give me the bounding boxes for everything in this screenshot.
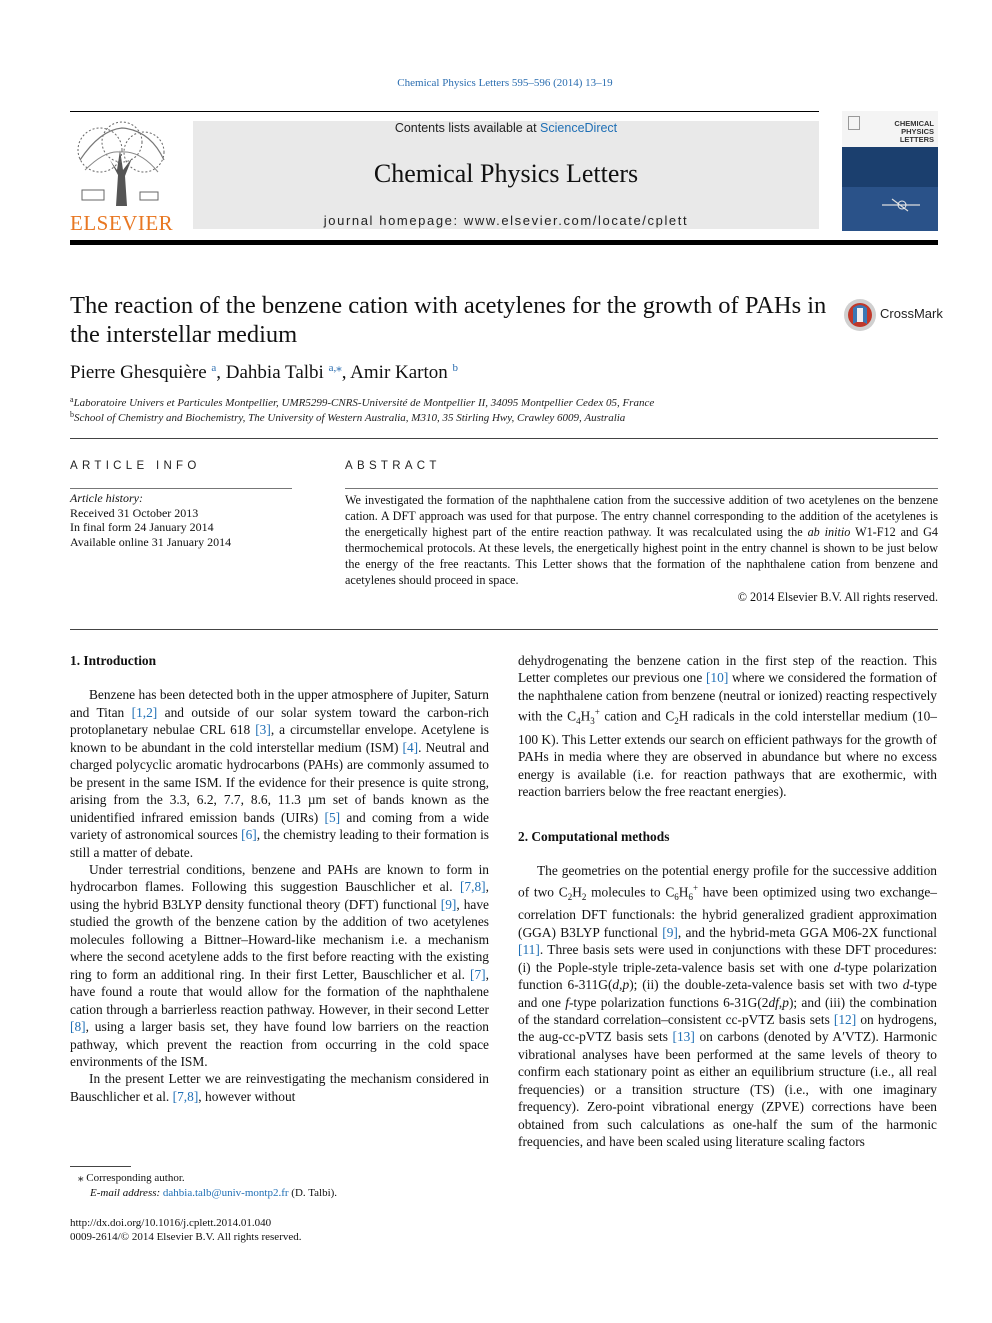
cover-header: [842, 111, 938, 147]
author-affiliation-mark[interactable]: a,⁎: [328, 362, 342, 374]
contents-prefix: Contents lists available at: [394, 121, 541, 135]
issn-copyright: 0009-2614/© 2014 Elsevier B.V. All rights reserved.: [70, 1231, 302, 1243]
cover-title-line: CHEMICAL: [894, 119, 934, 128]
affiliation-text: Laboratoire Univers et Particules Montpellier, UMR5299-CNRS-Université de Montpellier II, 34095 Montpellier Cedex 05, France: [73, 397, 655, 409]
reference-link[interactable]: [9]: [662, 924, 678, 940]
reference-link[interactable]: [6]: [241, 827, 257, 843]
abstract-italic: ab initio: [807, 525, 851, 540]
journal-title: Chemical Physics Letters: [373, 159, 639, 188]
email-link[interactable]: dahbia.talb@univ-montp2.fr: [162, 1187, 289, 1199]
reference-link[interactable]: [4]: [402, 739, 419, 755]
footnote-rule: [70, 1166, 131, 1167]
crossmark-label: CrossMark: [880, 306, 943, 321]
affiliation-label: a: [70, 395, 74, 404]
reference-link[interactable]: [13]: [672, 1029, 695, 1045]
body-right-column: [518, 652, 937, 1151]
article-history: [70, 491, 231, 549]
reference-link[interactable]: [7]: [470, 966, 486, 982]
email-label: E-mail address:: [90, 1187, 161, 1199]
elsevier-tree-icon: [70, 120, 172, 208]
reference-link[interactable]: [11]: [518, 942, 540, 958]
methods-paragraph: The geometries on the potential energy profile for the successive addition of two $C_2H_2$ molecules to $C_6H_6^+$ have been optimized using two exchange–correlation DFT functionals: the hybrid generalized gradient approximation (GGA) B3LYP functional [9], and the hybrid-meta GGA M06-2X functional [11]. Three basis sets were used in conjunctions with these DFT procedures: (i) the Pople-style triple-zeta-valence basis set with one d-type polarization function 6-311G(d,p); (ii) the double-zeta-valence basis set with two d-type and one f-type polarization functions 6-31G(2df,p); and (iii) the combination of the standard correlation–consistent cc-pVTZ basis sets [12] on hydrogens, the aug-cc-pVTZ basis sets [13] on carbons (denoted by A′VTZ). Harmonic vibrational analyses have been performed at the same levels of theory to confirm each stationary point as either an equilibrium structure (i.e., all real frequencies) or a transition structure (TS) (i.e., with one imaginary frequency). Zero-point vibrational energy (ZPVE) corrections have been obtained from such calculations as one-half the sum of the harmonic frequencies, and have been scaled using literature scaling factors: [518, 863, 937, 1150]
doi-link[interactable]: http://dx.doi.org/10.1016/j.cplett.2014.01.040: [70, 1217, 272, 1229]
header-rule-thin: [70, 111, 819, 112]
article-info-rule: [70, 488, 292, 489]
reference-link[interactable]: [8]: [70, 1019, 86, 1035]
abstract-part: We investigated the formation of the naphthalene cation from the successive addition of two acetylenes on the benzene cation. A DFT approach was used for that purpose. The entry channel corresponding to the addition of the acetylenes is the energetically highest part of the entire reaction pathway. It was recalculated using the: [345, 493, 938, 540]
crossmark-icon: [843, 298, 877, 332]
affiliation-rule: [70, 438, 938, 439]
corresponding-author-label: Corresponding author.: [86, 1172, 185, 1184]
section-heading-introduction: 1. Introduction: [70, 653, 157, 668]
author-name[interactable]: Pierre Ghesquière: [70, 362, 207, 383]
history-label: Article history:: [70, 491, 143, 505]
intro-paragraph: dehydrogenating the benzene cation in the first step of the reaction. This Letter completes our previous one [10] where we considered the formation of the naphthalene cation from benzene (neutral or ionized) reacting respectively with the $C_4H_3^+$ cation and $C_2H$ radicals in the cold interstellar medium (10–100 K). This Letter extends our search on efficient pathways for the growth of PAHs in media where they are observed in abundance but where no excess energy is available (i.e. for reaction pathways that are exothermic, with reaction barriers below the free reactant energies).: [518, 653, 938, 800]
history-received: Received 31 October 2013: [70, 505, 199, 520]
abstract-text: [345, 492, 938, 605]
contents-line: [193, 121, 819, 135]
email-suffix: (D. Talbi).: [291, 1187, 338, 1199]
reference-link[interactable]: [7,8]: [172, 1088, 199, 1104]
cover-title: [872, 120, 934, 144]
journal-homepage[interactable]: journal homepage: www.elsevier.com/locate/cplett: [323, 213, 689, 228]
email-note: [90, 1187, 337, 1199]
affiliation-text: School of Chemistry and Biochemistry, The University of Western Australia, M310, 35 Stirling Hwy, Crawley 6009, Australia: [74, 412, 626, 424]
journal-citation[interactable]: Chemical Physics Letters 595–596 (2014) 13–19: [397, 77, 613, 89]
abstract-rule: [345, 488, 938, 489]
reference-link[interactable]: [12]: [833, 1011, 857, 1027]
affiliation: [70, 395, 654, 409]
reference-link[interactable]: [5]: [324, 809, 341, 825]
affiliation-label: b: [70, 410, 74, 419]
sciencedirect-link[interactable]: ScienceDirect: [540, 121, 618, 135]
publisher-wordmark: ELSEVIER: [70, 211, 174, 235]
cover-title-line: LETTERS: [899, 135, 934, 144]
author-name[interactable]: Dahbia Talbi: [225, 362, 324, 383]
intro-paragraph: Benzene has been detected both in the upper atmosphere of Jupiter, Saturn and Titan [1,2] and outside of our solar system toward the carbon-rich protoplanetary nebulae CRL 618 [3], a circumstellar envelope. Acetylene is known to be abundant in the cold interstellar medium (ISM) [4]. Neutral and charged polycyclic aromatic hydrocarbons (PAHs) are commonly assumed to be present in the same ISM. If the evidence for their presence is quite strong, arising from the 3.3, 6.2, 7.7, 8.6, 11.3 µm set of bands known as the unidentified infrared emission bands (UIRs) [5] and coming from a wide variety of astronomical sources [6], the chemistry leading to their formation is still a matter of debate.: [70, 687, 489, 860]
elsevier-logo[interactable]: [70, 120, 174, 235]
author-name[interactable]: Amir Karton: [350, 362, 448, 383]
reference-link[interactable]: [3]: [255, 722, 271, 738]
reference-link[interactable]: [7,8]: [459, 879, 486, 895]
reference-link[interactable]: [1,2]: [131, 704, 158, 720]
cover-title-line: PHYSICS: [901, 127, 934, 136]
history-final-form: In final form 24 January 2014: [70, 520, 214, 535]
history-online: Available online 31 January 2014: [70, 534, 232, 549]
header-rule-thick: [70, 240, 938, 245]
crossmark-badge[interactable]: [843, 298, 943, 334]
cover-graphic-icon: [842, 147, 938, 231]
affiliation: [70, 410, 625, 424]
corresponding-author-note: ⁎ Corresponding author.: [78, 1172, 185, 1184]
abstract-bottom-rule: [70, 629, 938, 630]
intro-paragraph: In the present Letter we are reinvestigating the mechanism considered in Bauschlicher et al. [7,8], however without: [70, 1071, 489, 1104]
cover-logo-icon: [848, 116, 860, 130]
author-affiliation-mark[interactable]: a: [211, 362, 217, 374]
reference-link[interactable]: [10]: [705, 670, 729, 686]
abstract-heading: ABSTRACT: [345, 460, 441, 472]
reference-link[interactable]: [9]: [440, 896, 457, 912]
article-title: The reaction of the benzene cation with acetylenes for the growth of PAHs in the interstellar medium: [70, 292, 827, 348]
author-list: Pierre Ghesquière $^a$, Dahbia Talbi $^{a,⁎}$, Amir Karton $^b$: [70, 362, 459, 383]
article-info-heading: ARTICLE INFO: [70, 460, 201, 472]
journal-banner: [193, 121, 819, 229]
abstract-part: W1-F12 and G4 thermochemical protocols. At these levels, the energetically highest point in the entry channel is shown to be just below the energy of the free reactants. This Letter shows that the formation of the naphthalene cation from benzene and acetylenes should proceed in space.: [345, 525, 938, 588]
section-heading-methods: 2. Computational methods: [518, 828, 670, 844]
author-affiliation-mark[interactable]: b: [452, 362, 459, 374]
intro-paragraph: Under terrestrial conditions, benzene and PAHs are known to form in hydrocarbon flames. Following this suggestion Bauschlicher et al. [7,8], using the hybrid B3LYP density functional theory (DFT) functional [9], have studied the growth of the benzene cation by the addition of two acetylenes molecules following a Bittner–Howard-like mechanism i.e. a mechanism where the second acetylene adds to the first before reacting with the existing ring to form an additional ring. In their first Letter, Bauschlicher et al. [7], have found a route that would allow for the formation of the naphthalene cation through a barrierless reaction pathway. However, in their second Letter [8], using a larger basis set, they have found low barriers on the reaction pathway, which prevent the reaction from occurring in the cold space environments of the ISM.: [70, 861, 489, 1069]
abstract-copyright: © 2014 Elsevier B.V. All rights reserved.: [737, 589, 938, 604]
body-left-column: [70, 652, 489, 1105]
journal-cover[interactable]: [842, 111, 938, 231]
